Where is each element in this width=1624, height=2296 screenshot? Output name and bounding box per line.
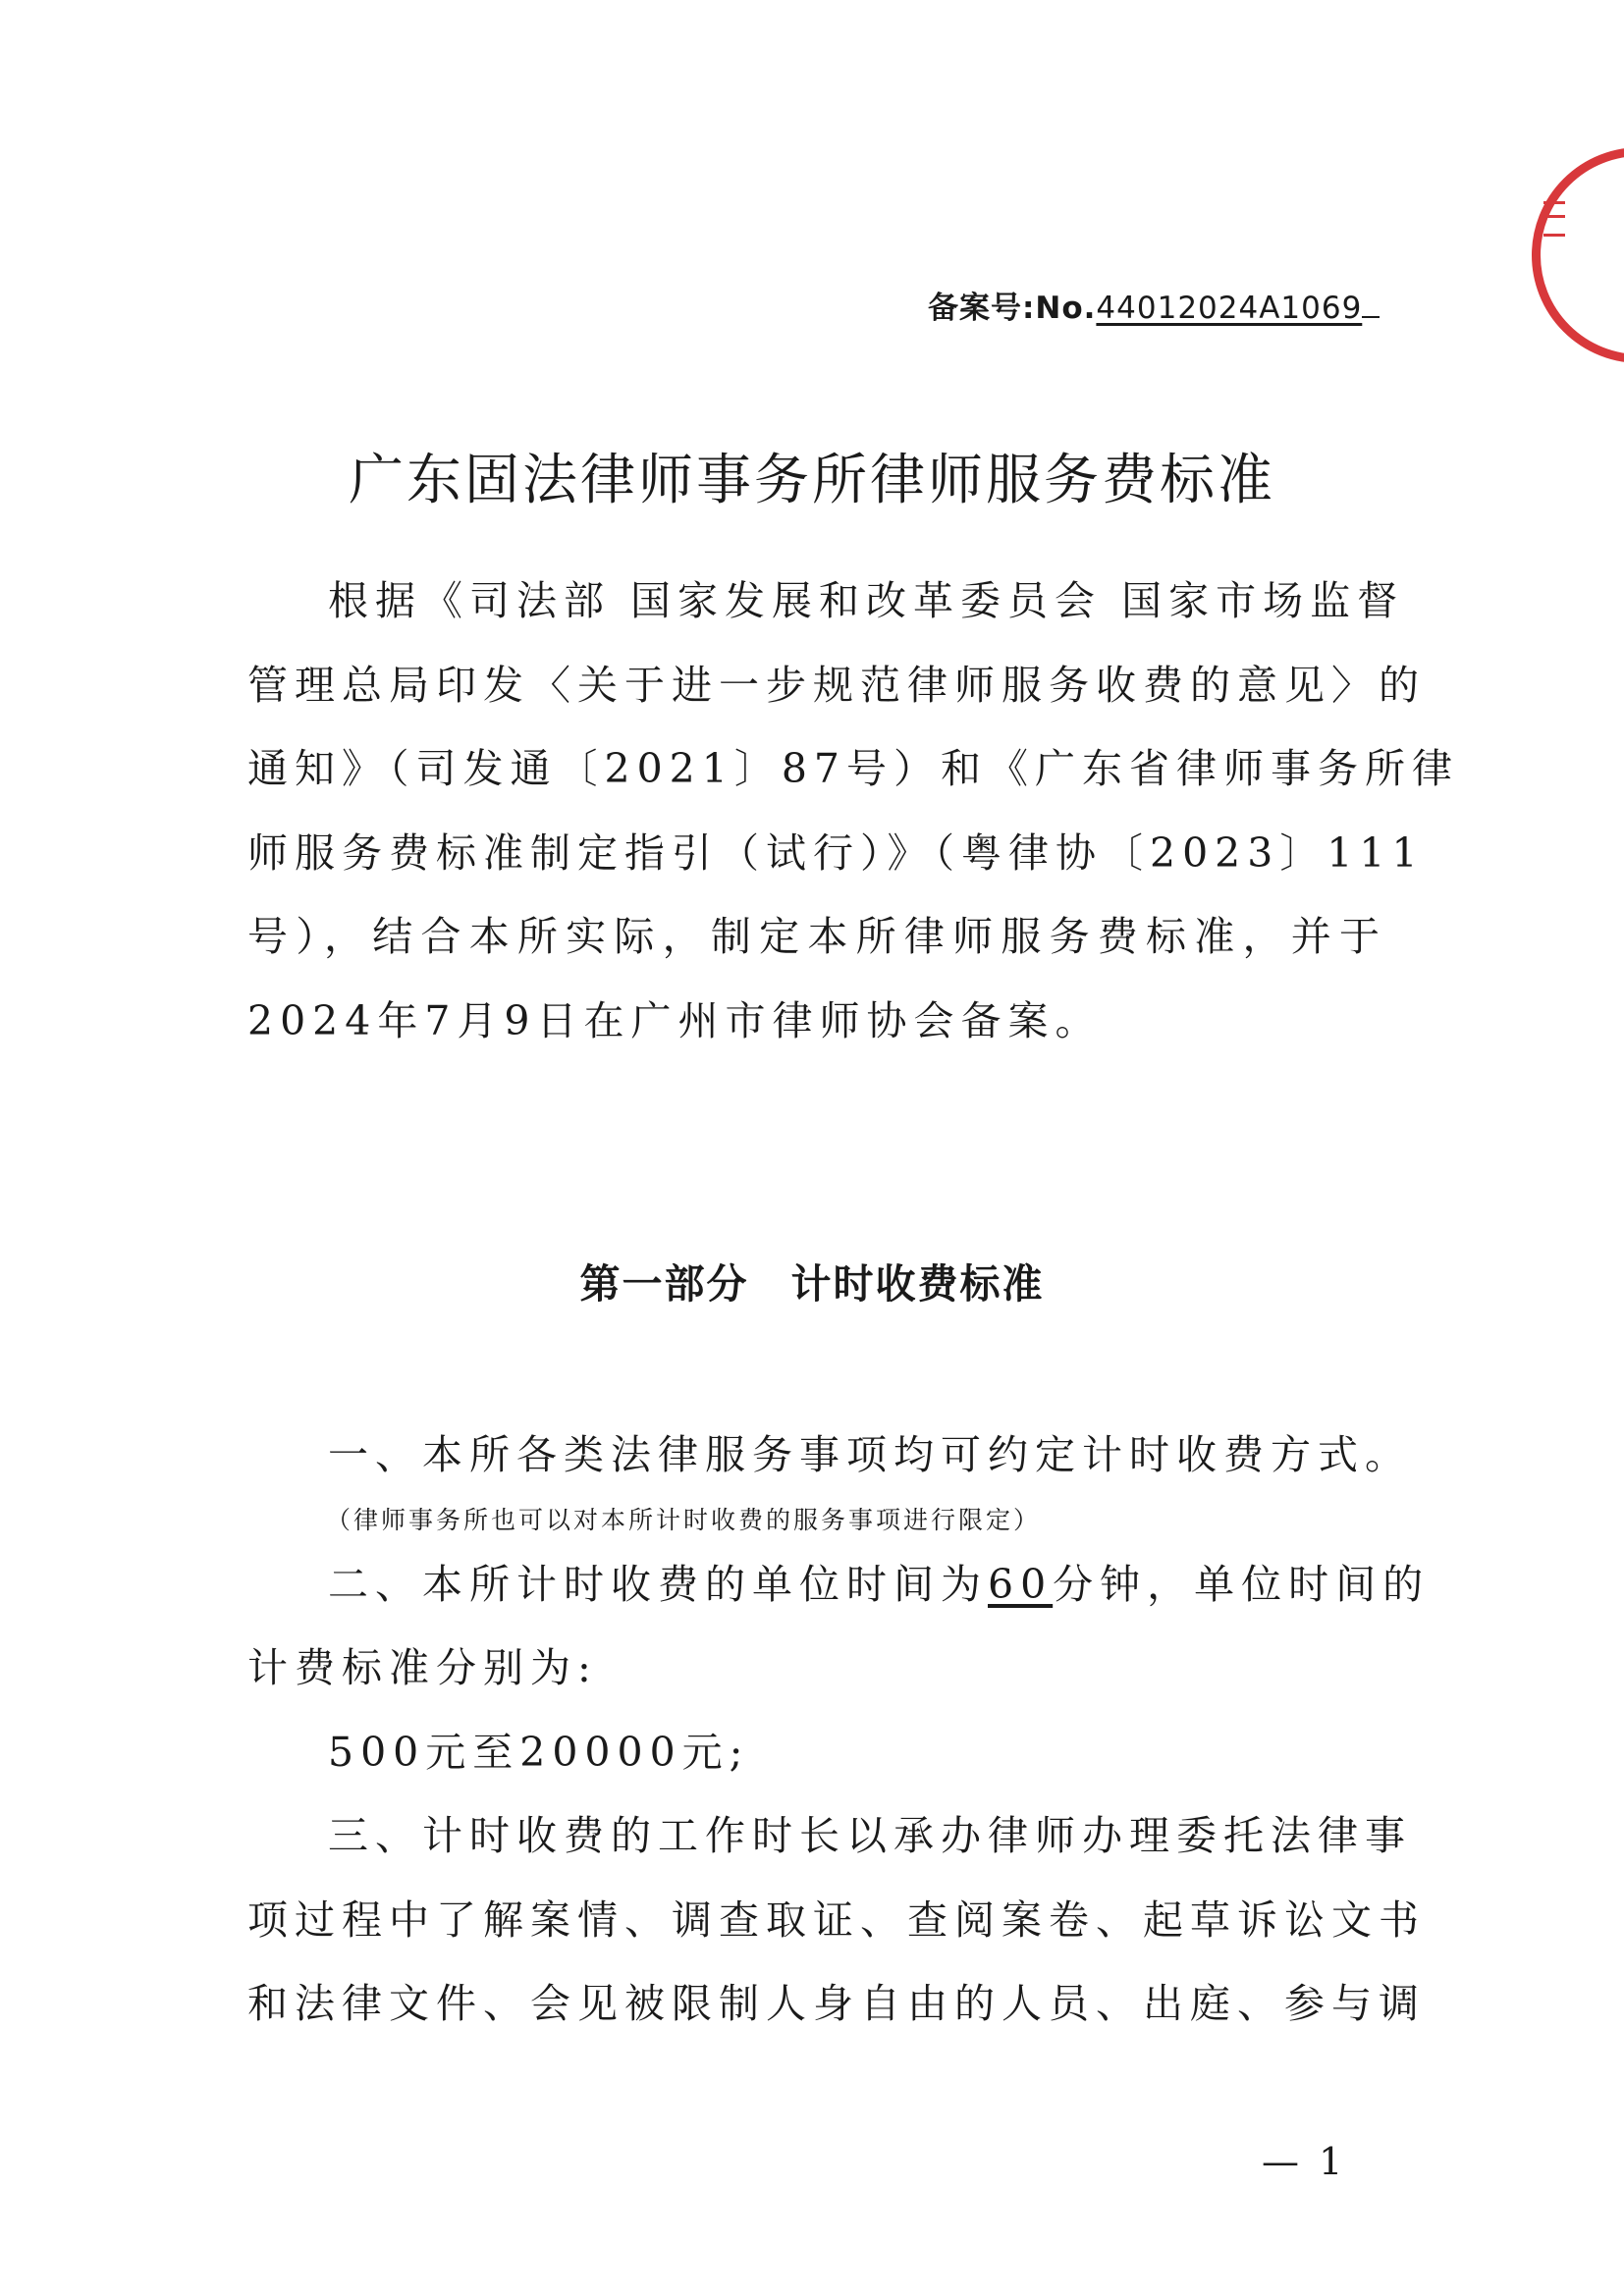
filing-number <box>928 283 1380 327</box>
item-1: 一、本所各类法律服务事项均可约定计时收费方式。 <box>328 1431 1412 1478</box>
item-2-suffix: 分钟，单位时间的 <box>1053 1560 1431 1608</box>
intro-paragraph <box>247 560 1460 1063</box>
red-seal-stamp <box>1532 147 1624 363</box>
intro-line: 2024年7月9日在广州市律师协会备案。 <box>247 996 1103 1044</box>
item-2-continued: 计费标准分别为: <box>247 1644 598 1691</box>
seal-fragment-mark <box>1543 201 1565 237</box>
fee-range: 500元至20000元; <box>328 1728 750 1776</box>
item-3-line: 和法律文件、会见被限制人身自由的人员、出庭、参与调 <box>247 1980 1426 2027</box>
item-2 <box>247 1543 1431 1628</box>
intro-line: 管理总局印发〈关于进一步规范律师服务收费的意见〉的 <box>247 661 1426 709</box>
intro-line: 师服务费标准制定指引（试行）》（粤律协〔2023〕111 <box>247 828 1425 877</box>
page-number: — 1 <box>1262 2140 1347 2183</box>
section-items <box>247 1414 1431 2047</box>
filing-number-value: 44012024A1069 <box>1096 291 1363 326</box>
filing-label: 备案号:No. <box>928 291 1097 326</box>
document-title: 广东固法律师事务所律师服务费标准 <box>349 449 1275 512</box>
unit-time-value: 60 <box>988 1560 1054 1608</box>
item-3-line: 项过程中了解案情、调查取证、查阅案卷、起草诉讼文书 <box>247 1896 1426 1944</box>
intro-line: 号），结合本所实际，制定本所律师服务费标准，并于 <box>247 913 1386 960</box>
item-1-note: （律师事务所也可以对本所计时收费的服务事项进行限定） <box>326 1505 1042 1534</box>
intro-line: 根据《司法部 国家发展和改革委员会 国家市场监督 <box>328 577 1405 624</box>
intro-line: 通知》（司发通〔2021〕87号）和《广东省律师事务所律 <box>247 745 1460 792</box>
section-heading: 第一部分 计时收费标准 <box>579 1260 1045 1308</box>
item-3-line: 三、计时收费的工作时长以承办律师办理委托法律事 <box>328 1812 1412 1859</box>
item-2-prefix: 二、本所计时收费的单位时间为 <box>328 1560 988 1608</box>
filing-underline-tail <box>1362 291 1380 318</box>
